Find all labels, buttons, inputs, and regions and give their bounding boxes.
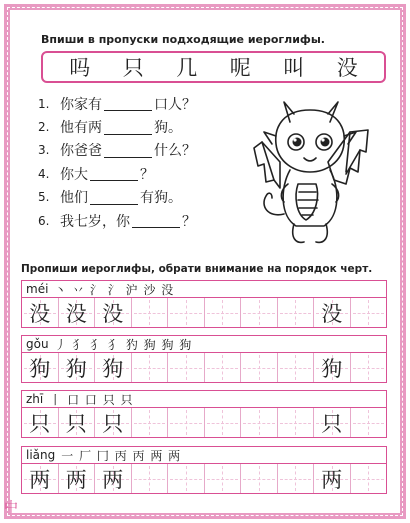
question-text-after: ？ [140, 166, 154, 183]
question-item [38, 186, 268, 209]
question-item [38, 209, 268, 232]
practice-row [21, 280, 387, 328]
pinyin-bar [21, 280, 387, 297]
writing-cell[interactable] [168, 353, 205, 382]
practice-row [21, 335, 387, 383]
word-bank-item: 呢 [229, 56, 251, 80]
question-item [38, 115, 268, 138]
question-text-after: 口人？ [154, 96, 196, 113]
sample-character: 两 [29, 467, 51, 492]
writing-cell[interactable] [132, 298, 169, 327]
word-bank-item: 吗 [69, 56, 91, 80]
sample-character: 两 [321, 467, 343, 492]
writing-cell[interactable] [241, 408, 278, 437]
word-bank-item: 几 [176, 56, 198, 80]
question-number: 6. [38, 213, 50, 228]
question-number: 2. [38, 120, 50, 135]
sample-character: 只 [65, 411, 87, 436]
writing-cell[interactable] [168, 298, 205, 327]
task2-title: Пропиши иероглифы, обрати внимание на порядок черт. [21, 263, 373, 275]
writing-grid [21, 407, 387, 438]
pinyin-bar [21, 335, 387, 352]
writing-cell[interactable] [22, 408, 59, 437]
answer-blank[interactable] [90, 190, 138, 205]
sample-character: 没 [29, 301, 51, 326]
question-text-before: 你爸爸 [60, 143, 102, 160]
writing-cell[interactable] [132, 353, 169, 382]
writing-cell[interactable] [351, 353, 387, 382]
sample-character: 只 [321, 411, 343, 436]
answer-blank[interactable] [132, 213, 180, 228]
writing-cell[interactable] [168, 464, 205, 493]
word-bank-item: 没 [336, 56, 358, 80]
writing-grid [21, 463, 387, 494]
dragon-illustration [250, 92, 372, 252]
writing-cell[interactable] [205, 464, 242, 493]
word-bank-item: 叫 [283, 56, 305, 80]
pinyin-label: liǎng [26, 448, 56, 462]
practice-row [21, 446, 387, 494]
sample-character: 只 [29, 411, 51, 436]
question-item [38, 139, 268, 162]
writing-grid [21, 352, 387, 383]
writing-cell[interactable] [95, 408, 132, 437]
stroke-order: 丶 丷 氵 氵 沪 沙 没 [54, 282, 175, 297]
writing-cell[interactable] [22, 353, 59, 382]
pinyin-label: zhī [26, 392, 44, 406]
question-text-after: 狗。 [154, 120, 182, 137]
writing-cell[interactable] [22, 298, 59, 327]
writing-cell[interactable] [59, 408, 96, 437]
sample-character: 只 [102, 411, 124, 436]
writing-cell[interactable] [132, 408, 169, 437]
pinyin-bar [21, 446, 387, 463]
sample-character: 狗 [65, 356, 87, 381]
writing-cell[interactable] [205, 408, 242, 437]
writing-cell[interactable] [95, 298, 132, 327]
stroke-order: 丨 口 口 只 只 [49, 392, 134, 407]
writing-cell[interactable] [314, 298, 351, 327]
sample-character: 两 [65, 467, 87, 492]
pinyin-label: méi [26, 282, 49, 296]
pinyin-label: gǒu [26, 337, 49, 351]
corner-character: 中 [4, 500, 18, 516]
question-text-before: 你大 [60, 166, 88, 183]
question-text-after: 有狗。 [140, 190, 182, 207]
writing-cell[interactable] [278, 298, 315, 327]
sample-character: 两 [102, 467, 124, 492]
writing-cell[interactable] [241, 464, 278, 493]
question-item [38, 162, 268, 185]
writing-cell[interactable] [205, 353, 242, 382]
sample-character: 狗 [321, 356, 343, 381]
writing-cell[interactable] [59, 298, 96, 327]
writing-cell[interactable] [59, 353, 96, 382]
writing-cell[interactable] [241, 353, 278, 382]
writing-cell[interactable] [351, 464, 387, 493]
answer-blank[interactable] [104, 120, 152, 135]
question-text-before: 我七岁，你 [60, 213, 130, 230]
writing-cell[interactable] [168, 408, 205, 437]
stroke-order: 丿 犭 犭 犭 犳 狗 狗 狗 [54, 337, 193, 352]
question-number: 3. [38, 143, 50, 158]
word-bank-item: 只 [122, 56, 144, 80]
question-text-before: 他们 [60, 190, 88, 207]
writing-cell[interactable] [314, 408, 351, 437]
sample-character: 没 [321, 301, 343, 326]
writing-cell[interactable] [132, 464, 169, 493]
writing-cell[interactable] [278, 408, 315, 437]
sample-character: 狗 [29, 356, 51, 381]
question-item [38, 92, 268, 115]
question-list [38, 92, 268, 232]
writing-cell[interactable] [241, 298, 278, 327]
sample-character: 没 [102, 301, 124, 326]
answer-blank[interactable] [90, 166, 138, 181]
pinyin-bar [21, 390, 387, 407]
writing-cell[interactable] [205, 298, 242, 327]
question-number: 5. [38, 190, 50, 205]
writing-cell[interactable] [351, 298, 387, 327]
writing-grid [21, 297, 387, 328]
writing-cell[interactable] [95, 353, 132, 382]
writing-cell[interactable] [22, 464, 59, 493]
word-bank [41, 51, 386, 83]
writing-cell[interactable] [314, 353, 351, 382]
task1-title: Впиши в пропуски подходящие иероглифы. [41, 33, 325, 46]
sample-character: 狗 [102, 356, 124, 381]
sample-character: 没 [65, 301, 87, 326]
question-text-before: 他有两 [60, 120, 102, 137]
question-text-after: 什么？ [154, 143, 196, 160]
answer-blank[interactable] [104, 143, 152, 158]
writing-cell[interactable] [278, 353, 315, 382]
question-number: 1. [38, 96, 50, 111]
question-text-before: 你家有 [60, 96, 102, 113]
practice-row [21, 390, 387, 438]
question-text-after: ？ [182, 213, 196, 230]
writing-cell[interactable] [314, 464, 351, 493]
writing-cell[interactable] [95, 464, 132, 493]
writing-cell[interactable] [351, 408, 387, 437]
question-number: 4. [38, 166, 50, 181]
stroke-order: 一 厂 冂 丙 丙 两 两 [61, 448, 182, 463]
answer-blank[interactable] [104, 96, 152, 111]
writing-cell[interactable] [278, 464, 315, 493]
writing-cell[interactable] [59, 464, 96, 493]
